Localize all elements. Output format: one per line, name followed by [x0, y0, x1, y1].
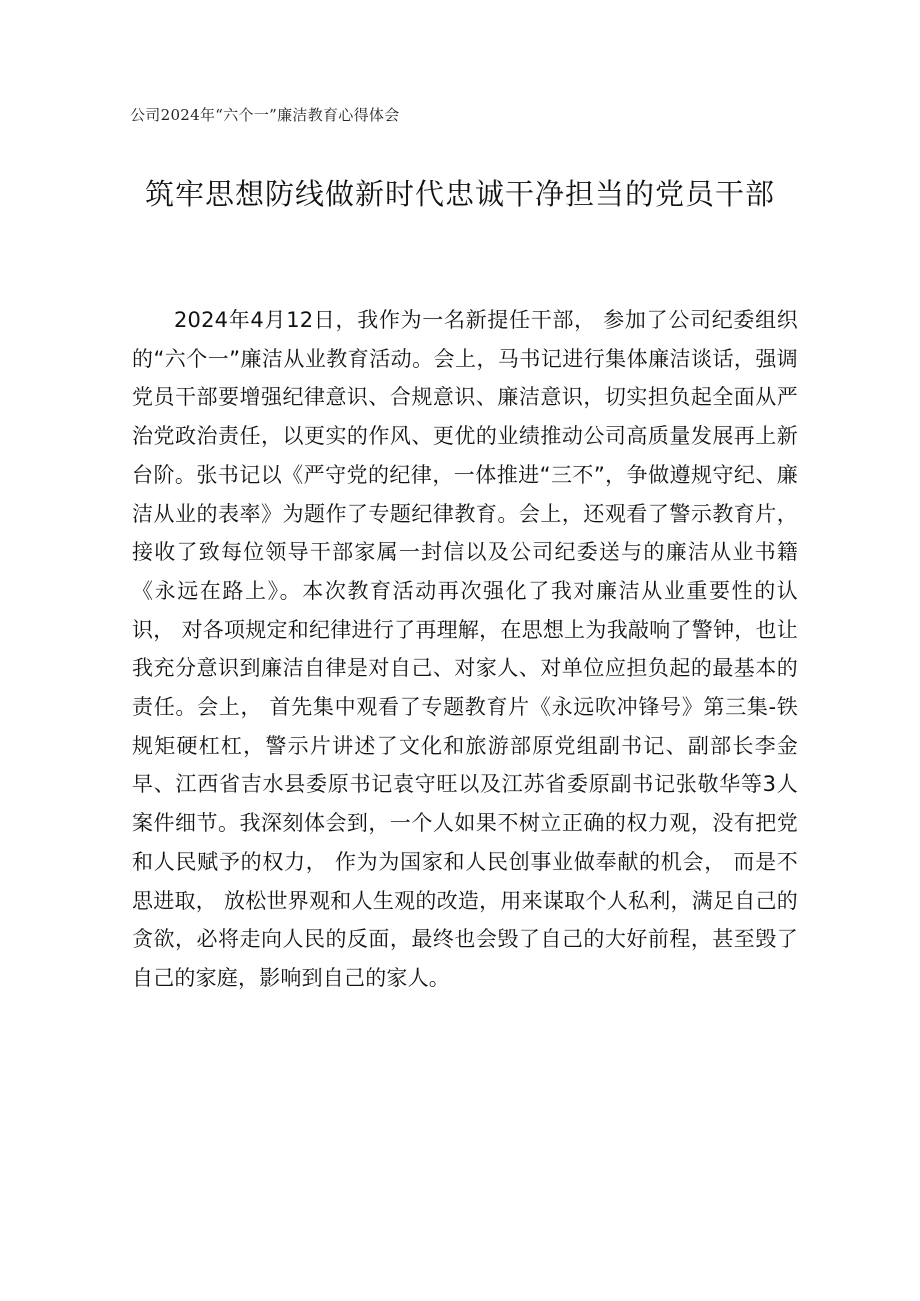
document-header: 公司2024年“六个一”廉洁教育心得体会: [130, 106, 400, 124]
body-paragraph: 2024年4月12日，我作为一名新提任干部， 参加了公司纪委组织的“六个一”廉洁从业教育活动。会上，马书记进行集体廉洁谈话，强调党员干部要增强纪律意识、合规意识、廉洁意识，切实担负起全面从严治党政治责任，以更实的作风、更优的业绩推动公司高质量发展再上新台阶。张书记以《严守党的纪律，一体推进“三不”，争做遵规守纪、廉洁从业的表率》为题作了专题纪律教育。会上，还观看了警示教育片， 接收了致每位领导干部家属一封信以及公司纪委送与的廉洁从业书籍《永远在路上》。本次教育活动再次强化了我对廉洁从业重要性的认识， 对各项规定和纪律进行了再理解，在思想上为我敲响了警钟，也让我充分意识到廉洁自律是对自己、对家人、对单位应担负起的最基本的责任。会上， 首先集中观看了专题教育片《永远吹冲锋号》第三集-铁规矩硬杠杠，警示片讲述了文化和旅游部原党组副书记、副部长李金早、江西省吉水县委原书记袁守旺以及江苏省委原副书记张敬华等3人案件细节。我深刻体会到，一个人如果不树立正确的权力观，没有把党和人民赋予的权力， 作为为国家和人民创事业做奉献的机会， 而是不思进取， 放松世界观和人生观的改造，用来谋取个人私利，满足自己的贪欲，必将走向人民的反面，最终也会毁了自己的大好前程，甚至毁了自己的家庭，影响到自己的家人。: [132, 308, 798, 990]
document-title: 筑牢思想防线做新时代忠诚干净担当的党员干部: [144, 177, 775, 211]
